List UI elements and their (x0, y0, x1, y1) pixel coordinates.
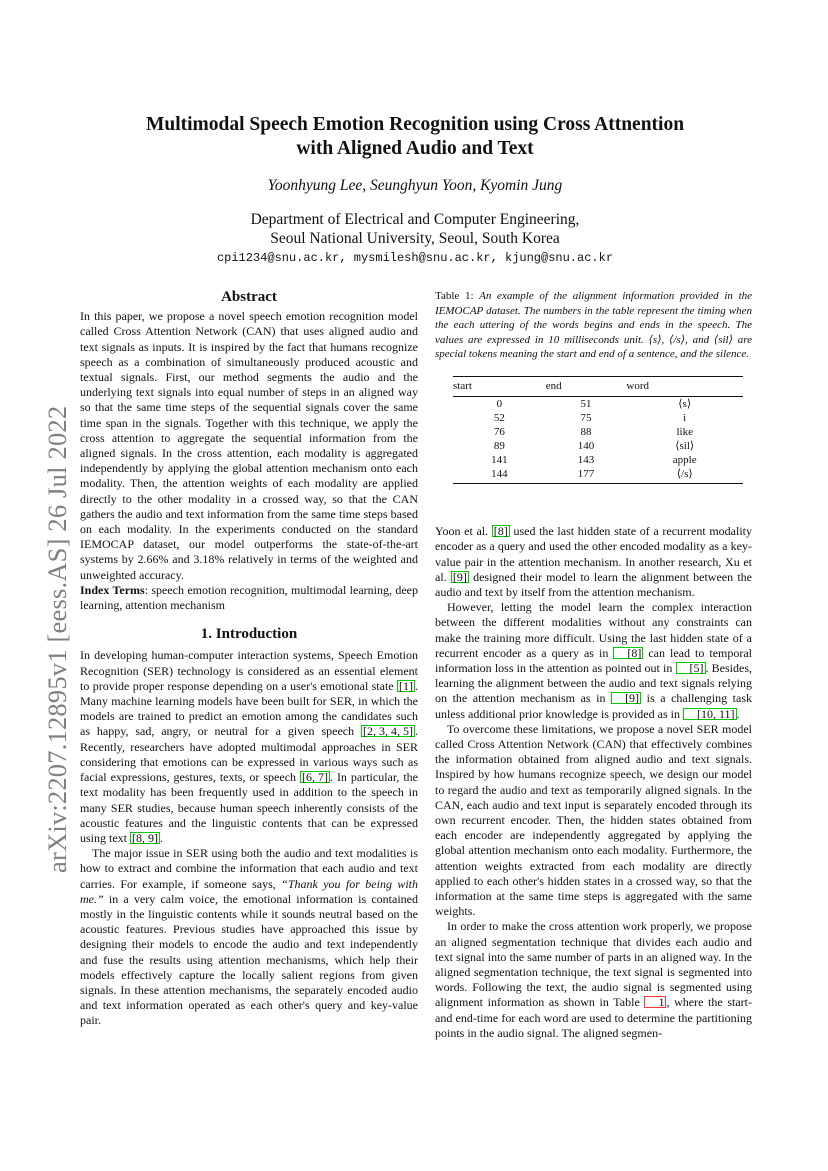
table-header-row (453, 376, 743, 396)
alignment-table (453, 376, 743, 484)
table-cell: 143 (577, 454, 595, 467)
table-row (453, 397, 743, 412)
right-body-text (435, 524, 752, 1041)
affiliation-line-1: Department of Electrical and Computer Engineering, (250, 211, 580, 228)
intro-p1-text-b: . Many machine learning models have been built for SER, in which the models are trained to predict an emotion among the candidates such as happy, sad, angry, or neutral for a given speech (80, 678, 418, 739)
table-row (453, 453, 743, 467)
title-line-2: with Aligned Audio and Text (296, 138, 534, 159)
right-p2-text-b: can lead to temporal information loss in the attention as pointed out in (435, 645, 753, 675)
right-paragraph-2 (435, 600, 752, 722)
table-cell: 88 (580, 426, 592, 439)
citation-link[interactable]: [8] (613, 647, 643, 659)
citation-link[interactable]: [9] (452, 569, 467, 584)
intro-p1-text-d: . In particular, the text modality has been frequently used in addition to the speech in many SER studies, because human speech inherently consists of the acoustic features and the linguistic contents that can be expressed using text (80, 770, 418, 845)
author-emails: cpi1234@snu.ac.kr, mysmilesh@snu.ac.kr, kjung@snu.ac.kr (216, 251, 614, 265)
table-header-end: end (546, 376, 627, 396)
introduction-heading: 1. Introduction (200, 626, 298, 643)
abstract-heading: Abstract (221, 289, 277, 305)
citation-link[interactable]: [10, 11] (683, 708, 737, 720)
intro-p1-text-e: . (160, 830, 163, 845)
table-cell: 0 (496, 398, 503, 411)
right-column (435, 289, 752, 1041)
table-cell: 76 (493, 426, 505, 439)
right-paragraph-4 (435, 919, 752, 1041)
table-cell: 52 (493, 412, 505, 425)
arxiv-identifier: arXiv:2207.12895v1 [eess.AS] 26 Jul 2022 (42, 405, 72, 873)
right-p1-text-c: designed their model to learn the alignment between the audio and text by itself from the attention mechanism. (435, 569, 752, 599)
index-terms-label: Index Terms (80, 582, 145, 597)
citation-link[interactable]: [8] (493, 524, 508, 539)
index-terms-text: : speech emotion recognition, multimodal learning, deep learning, attention mechanism (80, 582, 418, 613)
table-cell: 144 (453, 467, 546, 484)
citation-link[interactable]: [1] (399, 678, 413, 693)
table-header-start: start (453, 376, 546, 396)
table-row (453, 411, 743, 425)
right-p2-text-d: is a challenging task unless additional prior knowledge is provided as in (435, 691, 752, 721)
intro-p2-quote: “Thank you for being with me.” (80, 876, 418, 906)
affiliation (100, 210, 730, 248)
right-p4-text-b: , where the start- and end-time for each word are used to determine the partitioning points in the audio signal. The aligned segmen- (435, 995, 752, 1040)
table-caption-label: Table 1: (435, 290, 480, 302)
table-header-word: word (626, 376, 743, 396)
table-cell: like (676, 426, 693, 439)
table-caption-text: An example of the alignment information provided in the IEMOCAP dataset. The numbers in the table represent the timing when the each uttering of the words begins and ends in the speech. The values are expressed in 10 milliseconds unit. ⟨s⟩, ⟨/s⟩, and ⟨sil⟩ are special tokens meaning the start and end of a sentence, and the silence. (435, 290, 753, 361)
table-cell: 140 (577, 440, 595, 453)
table-caption (435, 289, 752, 362)
table-cell: ⟨s⟩ (678, 398, 692, 411)
paper-title (100, 113, 730, 161)
intro-p1-text-c: . Recently, researchers have adopted multimodal approaches in SER considering that emotions can be expressed in various ways such as facial expressions, gestures, texts, or speech (80, 724, 418, 785)
index-terms (80, 583, 418, 613)
table-cell: i (683, 412, 687, 425)
table-cell: apple (672, 454, 697, 467)
right-p1-text-a: Yoon et al. (435, 524, 492, 539)
intro-p1-text-a: In developing human-computer interaction systems, Speech Emotion Recognition (SER) technology is considered as an essential element to provide proper response depending on a user's emotional state (80, 648, 418, 693)
citation-link[interactable]: [5] (676, 662, 706, 674)
right-p2-text-a: However, letting the model learn the complex interaction between the different modalities without any constraints can make the training more difficult. Using the last hidden state of a recurrent encoder as a query as in (435, 600, 752, 660)
table-row (453, 439, 743, 453)
intro-paragraph-1 (80, 648, 418, 846)
intro-p2-text-a: The major issue in SER using both the audio and text modalities is how to extract and combine the information that each audio and text carries. For example, if someone says, (80, 846, 418, 891)
table-cell: ⟨/s⟩ (626, 467, 743, 484)
authors: Yoonhyung Lee, Seunghyun Yoon, Kyomin Jung (267, 177, 563, 194)
table-reference-link[interactable]: 1 (644, 996, 666, 1008)
table-row (453, 467, 743, 484)
right-paragraph-3: To overcome these limitations, we propose a novel SER model called Cross Attention Network (CAN) that effectively combines the information obtained from aligned audio and text signals. Inspired by how humans recognize speech, we design our model to regard the audio and text as temporarily aligned signals. In the CAN, each audio and text input is separately encoded through its own recurrent encoder. Then, the hidden states obtained from each encoder are independently aggregated by applying the global attention mechanism onto each modality. Furthermore, the attention weights extracted from each modality are directly applied to each other's hidden states in a crossed way, so that the information at the same time steps is aggregated with the same weights. (435, 721, 752, 919)
left-column (80, 290, 418, 1029)
table-cell: 177 (546, 467, 627, 484)
right-p2-text-e: . (736, 706, 740, 721)
right-p4-text-a: In order to make the cross attention work properly, we propose an aligned segmentation technique that divides each audio and text signal into the same number of parts in an aligned way. In the aligned segmentation technique, the text signal is segmented into words. Following the text, the audio signal is segmented using alignment information as shown in Table (435, 919, 752, 1010)
table-cell: ⟨sil⟩ (675, 440, 695, 453)
citation-link[interactable]: [9] (611, 692, 641, 704)
right-p2-text-c: . Besides, learning the alignment between the audio and text signals relying on the attention mechanism as in (435, 661, 752, 706)
table-cell: 89 (493, 440, 505, 453)
table-row (453, 425, 743, 439)
intro-paragraph-2 (80, 846, 418, 1028)
arxiv-side-stamp (24, 365, 72, 873)
right-p1-text-b: used the last hidden state of a recurrent modality encoder as a query and used the other encoded modality as a key-value pair in the attention mechanism. In another research, Xu et al. (435, 524, 752, 584)
citation-link[interactable]: [8, 9] (132, 830, 158, 845)
affiliation-line-2: Seoul National University, Seoul, South Korea (270, 230, 560, 247)
citation-link[interactable]: [6, 7] (301, 770, 328, 785)
title-line-1: Multimodal Speech Emotion Recognition using Cross Attnention (145, 114, 685, 135)
intro-p2-text-b: in a very calm voice, the emotional information is contained mostly in the linguistic contents while it sounds neutral based on the acoustic features. Previous studies have approached this issue by designing their models to encode the audio and text independently and fuse the results using attention mechanisms, which help their models effectively capture the locally salient regions from given signals. In these attention mechanisms, the separately encoded audio and text information operated as each other's query and key-value pair. (80, 891, 418, 1028)
citation-link[interactable]: [2, 3, 4, 5] (363, 724, 413, 739)
right-paragraph-1 (435, 524, 752, 600)
table-cell: 51 (580, 398, 592, 411)
table-cell: 141 (491, 454, 508, 467)
abstract-text: In this paper, we propose a novel speech emotion recognition model called Cross Attention Network (CAN) that uses aligned audio and text signals as inputs. It is inspired by the fact that humans recognize speech as a combination of simultaneously produced acoustic and textual signals. First, our method segments the audio and the underlying text signals into equal number of steps in an aligned way so that the same time steps of the sequential signals cover the same time span in the signals. Together with this technique, we apply the cross attention to aggregate the sequential information from the aligned signals. In the cross attention, each modality is aggregated independently by applying the global attention mechanism onto each modality. Then, the attention weights of each modality are applied directly to the other modality in a crossed way, so that the CAN gathers the audio and text information from the same time steps based on each modality. In the experiments conducted on the standard IEMOCAP dataset, our model outperforms the state-of-the-art systems by 2.66% and 3.18% relatively in terms of the weighted and unweighted accuracy. (80, 309, 418, 582)
table-cell: 75 (580, 412, 592, 425)
